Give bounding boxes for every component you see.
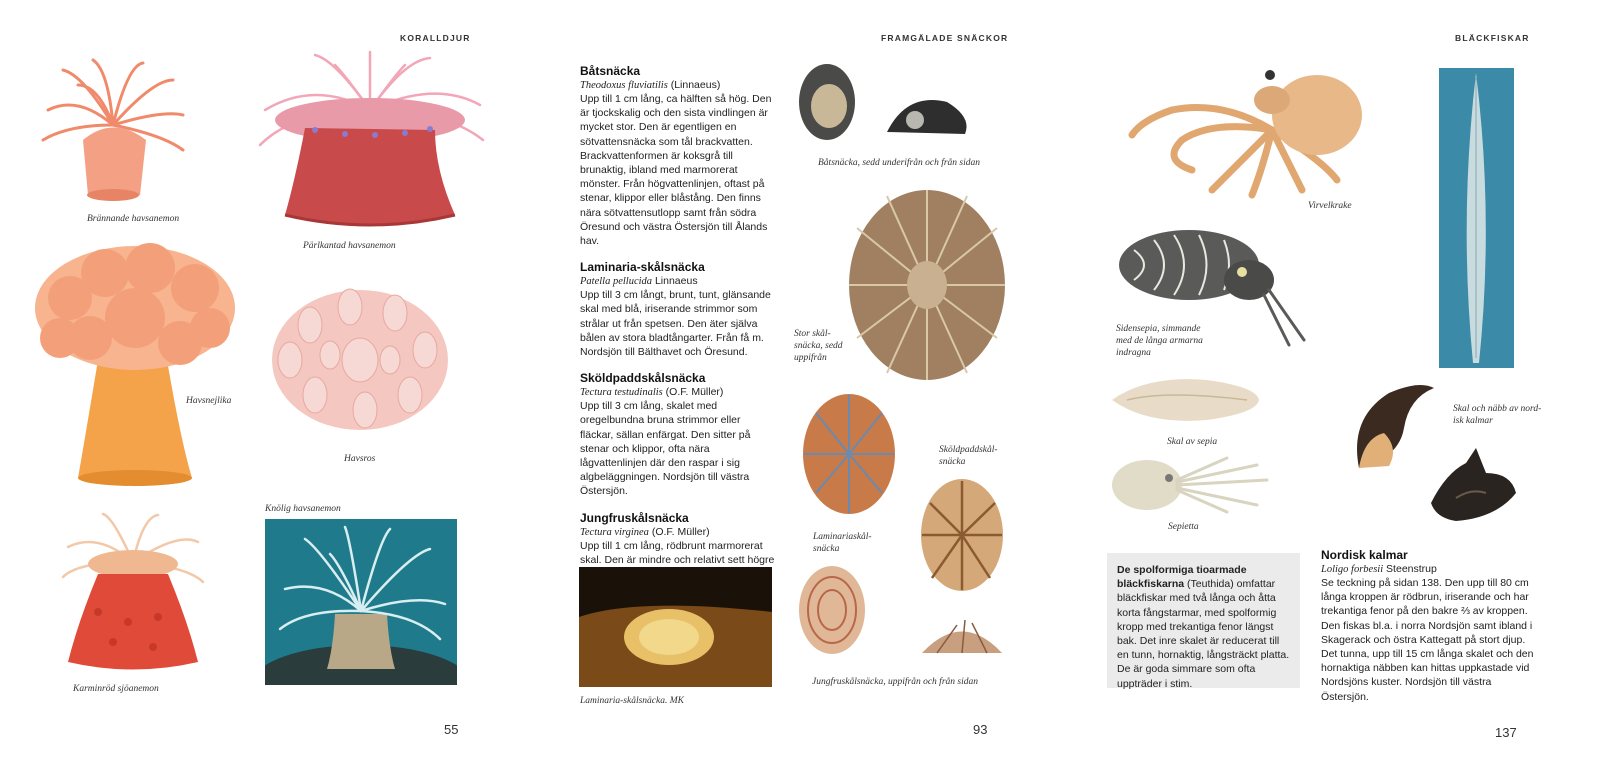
virvelkrake-illustration	[1122, 60, 1362, 200]
species-description: Upp till 3 cm lång, skalet med oregelbundna bruna strimmor eller fläckar, sällan enfärgat. Den sitter på stenar och klippor, ofta nära lågvattenlinjen där den raspar i sig algbeläggningen. Nordsjön till västra Östersjön.	[580, 400, 751, 498]
page-number: 137	[1495, 725, 1517, 740]
species-scientific-name: Loligo forbesii Steenstrup	[1321, 563, 1437, 575]
species-title: Laminaria-skålsnäcka	[580, 260, 705, 275]
caption-batsnacka: Båtsnäcka, sedd underifrån och från sidan	[818, 158, 981, 168]
teuthida-info-box	[1107, 553, 1300, 688]
info-box-text: De spolformiga tioarmade bläckfiskarna (Teuthida) omfattar bläckfiskar med två långa och åtta korta fångstarmar, med spolformig kropp med trekantiga fenor längst bak. Det inre skalet är reducerat till en tunn, hornaktig, långsträckt platta. De är goda simmare som ofta uppträder i stim.	[1117, 564, 1290, 690]
species-description: Upp till 3 cm långt, brunt, tunt, glänsande skal med blå, iriserande strimmor som strålar ut från spetsen. Den äter själva bålen av stora bladtångarter. Från få m. Nordsjön till Bälthavet och Öresund.	[580, 289, 771, 359]
page-55	[0, 0, 532, 770]
caption-karminrod: Karminröd sjöanemon	[73, 684, 159, 694]
caption-sepietta: Sepietta	[1168, 522, 1199, 532]
species-title: Sköldpaddskålsnäcka	[580, 371, 706, 386]
text-column	[580, 64, 775, 622]
batsnacka-illustration	[797, 62, 967, 147]
havsros-illustration	[270, 285, 450, 435]
caption-jungfru: Jungfruskålsnäcka, uppifrån och från sidan	[812, 677, 978, 687]
species-entry-batsnacka	[580, 64, 775, 248]
sepia-skal-illustration	[1107, 375, 1262, 425]
page-number: 93	[973, 722, 988, 737]
species-description: Upp till 1 cm lång, rödbrunt marmorerat skal. Den är mindre och relativt sett högre	[580, 539, 775, 566]
havsnejlika-illustration	[30, 238, 240, 488]
stor-skalsnacka-illustration	[847, 188, 1007, 383]
knolig-havsanemon-photo	[265, 519, 457, 685]
brannande-havsanemon-illustration	[38, 55, 188, 205]
caption-skoldpadd: Sköldpaddskål- snäcka	[939, 445, 998, 467]
species-entry-skoldpadd	[580, 371, 775, 498]
species-title: Nordisk kalmar	[1321, 548, 1408, 562]
caption-havsros: Havsros	[344, 454, 376, 464]
running-header: BLÄCKFISKAR	[1455, 33, 1530, 43]
karminrod-sjoanemon-illustration	[58, 512, 208, 677]
parlkantad-havsanemon-illustration	[255, 50, 485, 235]
nordisk-kalmar-photo	[1439, 68, 1514, 368]
caption-photo: Laminaria-skålsnäcka. MK	[580, 696, 684, 706]
caption-havsnejlika: Havsnejlika	[186, 396, 232, 406]
page-number: 55	[444, 722, 459, 737]
species-title: Jungfruskålsnäcka	[580, 510, 689, 525]
caption-virvelkrake: Virvelkrake	[1308, 201, 1352, 211]
species-entry-nordisk-kalmar	[1321, 548, 1536, 716]
caption-sidensepia: Sidensepia, simmande med de långa armarna indragna	[1116, 324, 1203, 358]
species-entry-laminaria	[580, 260, 775, 359]
caption-laminaria: Laminariaskål- snäcka	[813, 532, 872, 554]
laminariaskalsnacka-illustration	[802, 393, 897, 515]
species-description: Upp till 1 cm lång, ca hälften så hög. Den är tjockskalig och den sista vindlingen är mycket stor. Den är egentligen en sötvattensnäcka som tål brackvatten. Brackvattenformen är koksgrå till brunaktig, ibland med marmorerat mönster. Från högvattenlinjen, oftast på stenar, klippor eller blåstång. Den finns nära sötvattensutlopp samt från södra Öresund och västra Östersjön till Ålands hav.	[580, 93, 772, 248]
caption-sepia-skal: Skal av sepia	[1167, 437, 1218, 447]
species-scientific-name: Patella pellucida Linnaeus	[580, 275, 698, 288]
caption-knolig: Knölig havsanemon	[265, 504, 341, 514]
caption-stor: Stor skål- snäcka, sedd uppifrån	[794, 329, 843, 363]
page-137	[1064, 0, 1598, 770]
running-header: FRAMGÄLADE SNÄCKOR	[881, 33, 1009, 43]
caption-brannande: Brännande havsanemon	[87, 214, 180, 224]
species-scientific-name: Tectura virginea (O.F. Müller)	[580, 525, 710, 538]
running-header: KORALLDJUR	[400, 33, 471, 43]
species-description: Se teckning på sidan 138. Den upp till 80 cm långa kroppen är rödbrun, iriserande och har trekantiga fenor på den bakre ⅔ av kroppen. Den fiskas bl.a. i norra Nordsjön samt ibland i Skagerack och östra Kattegatt på stort djup. Det tunna, upp till 15 cm långa skalet och den hornaktiga näbben kan hittas uppkastade vid Nordsjöns kuster. Nordsjön till västra Östersjön.	[1321, 577, 1534, 703]
page-93	[532, 0, 1064, 770]
kalmar-skal-illustration	[1426, 443, 1518, 523]
caption-kalmar-skal: Skal och näbb av nord- isk kalmar	[1453, 404, 1542, 426]
laminaria-skalsnacka-photo	[579, 567, 772, 687]
caption-parlkantad: Pärlkantad havsanemon	[303, 241, 396, 251]
jungfruskalsnacka-illustration	[797, 565, 1012, 660]
sepietta-illustration	[1107, 450, 1272, 520]
species-scientific-name: Tectura testudinalis (O.F. Müller)	[580, 386, 724, 399]
species-title: Båtsnäcka	[580, 64, 641, 78]
species-scientific-name: Theodoxus fluviatilis (Linnaeus)	[580, 79, 721, 91]
